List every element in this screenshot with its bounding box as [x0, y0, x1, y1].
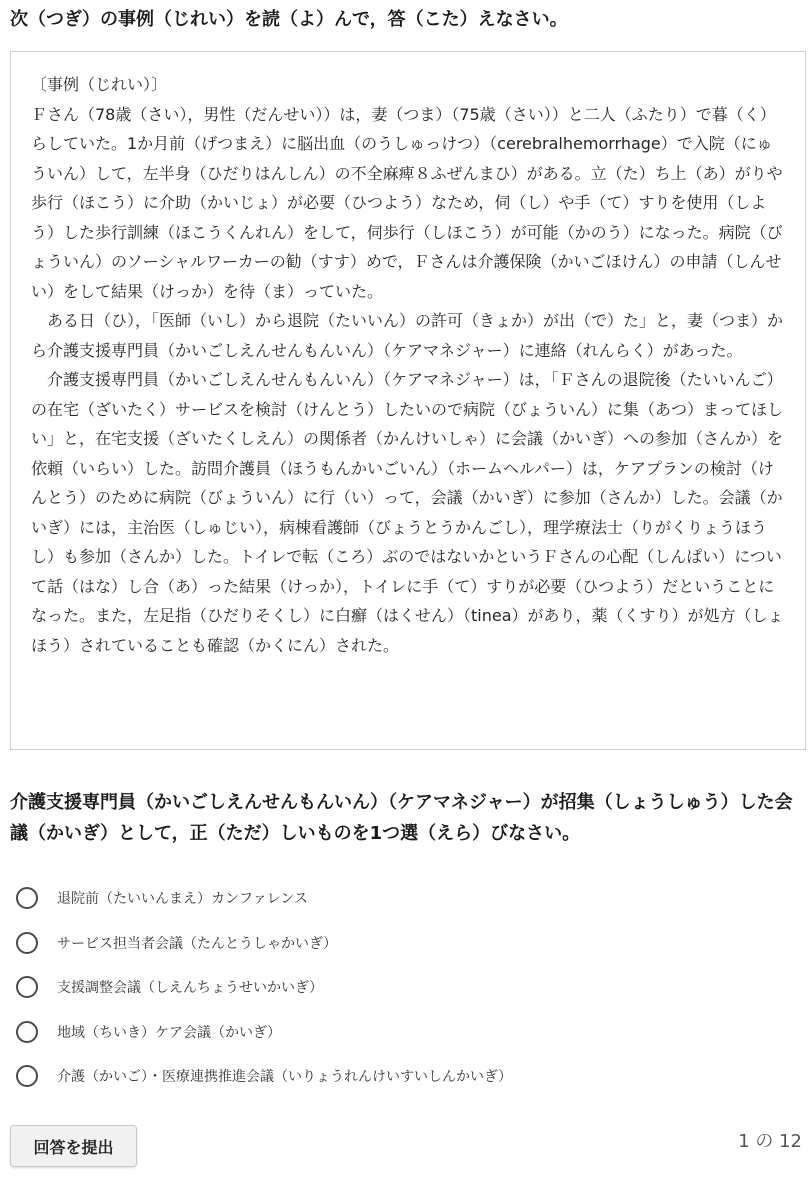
- answer-option-label: サービス担当者会議（たんとうしゃかいぎ）: [57, 935, 337, 952]
- answer-options: [16, 876, 796, 1099]
- radio-button[interactable]: [16, 1021, 38, 1043]
- case-paragraph-3: 介護支援専門員（かいごしえんせんもんいん）（ケアマネジャー）は，「Ｆさんの退院後（たいいんご）の在宅（ざいたく）サービスを検討（けんとう）したいので病院（びょういん）に集（あつ）まってほしい」と，在宅支援（ざいたくしえん）の関係者（かんけいしゃ）に会議（かいぎ）への参加（さんか）を依頼（いらい）した。訪問介護員（ほうもんかいごいん）（ホームヘルパー）は，ケアプランの検討（けんとう）のために病院（びょういん）に行（い）って，会議（かいぎ）に参加（さんか）した。会議（かいぎ）には，主治医（しゅじい），病棟看護師（びょうとうかんごし），理学療法士（りがくりょうほうし）も参加（さんか）した。トイレで転（ころ）ぶのではないかというＦさんの心配（しんぱい）について話（はな）し合（あ）った結果（けっか），トイレに手（て）すりが必要（ひつよう）だということになった。また，左足指（ひだりそくし）に白癬（はくせん）（tinea）があり，薬（くすり）が処方（しょほう）されていることも確認（かくにん）された。: [31, 370, 784, 655]
- answer-option-label: 退院前（たいいんまえ）カンファレンス: [57, 891, 308, 908]
- radio-button[interactable]: [16, 887, 38, 909]
- submit-answer-button[interactable]: 回答を提出: [10, 1125, 137, 1167]
- answer-option-label: 介護（かいご）・医療連携推進会議（いりょうれんけいすいしんかいぎ）: [57, 1069, 512, 1086]
- answer-option-label: 地域（ちいき）ケア会議（かいぎ）: [57, 1024, 281, 1041]
- answer-option-4[interactable]: [16, 1010, 796, 1055]
- radio-button[interactable]: [16, 976, 38, 998]
- page-counter: 1 の 12: [738, 1131, 802, 1152]
- answer-option-1[interactable]: [16, 876, 796, 921]
- instruction-heading: 次（つぎ）の事例（じれい）を読（よ）んで，答（こた）えなさい。: [10, 9, 568, 30]
- answer-option-label: 支援調整会議（しえんちょうせいかいぎ）: [57, 980, 323, 997]
- answer-option-5[interactable]: [16, 1054, 796, 1099]
- radio-button[interactable]: [16, 932, 38, 954]
- radio-button[interactable]: [16, 1065, 38, 1087]
- case-paragraph-2: ある日（ひ），「医師（いし）から退院（たいいん）の許可（きょか）が出（で）た」と，妻（つま）から介護支援専門員（かいごしえんせんもんいん）（ケアマネジャー）に連絡（れんらく）があった。: [31, 311, 784, 360]
- question-text: 介護支援専門員（かいごしえんせんもんいん）（ケアマネジャー）が招集（しょうしゅう）した会議（かいぎ）として，正（ただ）しいものを1つ選（えら）びなさい。: [10, 792, 793, 844]
- answer-option-2[interactable]: [16, 921, 796, 966]
- answer-option-3[interactable]: [16, 965, 796, 1010]
- case-paragraph-1: Ｆさん（78歳（さい），男性（だんせい））は，妻（つま）（75歳（さい））と二人（ふたり）で暮（く）らしていた。1か月前（げつまえ）に脳出血（のうしゅっけつ）（cerebralhemorrhage）で入院（にゅういん）して，左半身（ひだりはんしん）の不全麻痺８ふぜんまひ）がある。立（た）ち上（あ）がりや歩行（ほこう）に介助（かいじょ）が必要（ひつよう）なため，伺（し）や手（て）すりを使用（しよう）した歩行訓練（ほこうくんれん）をして，伺歩行（しほこう）が可能（かのう）になった。病院（びょういん）のソーシャルワーカーの勧（すす）めで，Ｆさんは介護保険（かいごほけん）の申請（しんせい）をして結果（けっか）を待（ま）っていた。: [31, 104, 783, 301]
- case-passage-box: [10, 51, 806, 750]
- case-heading: 〔事例（じれい）〕: [31, 75, 168, 94]
